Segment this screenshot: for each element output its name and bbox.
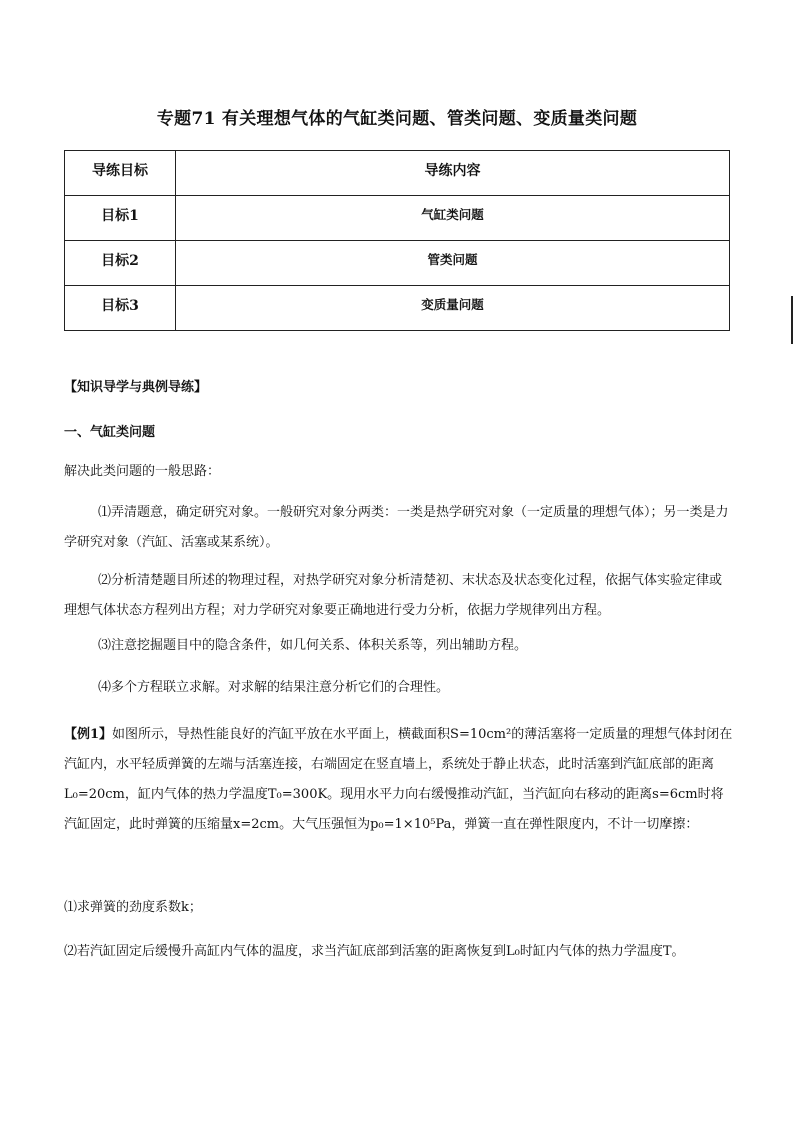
step-paragraph: ⑵分析清楚题目所述的物理过程，对热学研究对象分析清楚初、末状态及状态变化过程，依据气体实验定律或理想气体状态方程列出方程；对力学研究对象要正确地进行受力分析，依据力学规律列出方程。 [64,573,723,618]
table-header-cell: 导练目标 [65,151,176,196]
table-header-row [65,151,730,196]
table-cell-goal: 目标2 [65,241,176,286]
question-2: ⑵若汽缸固定后缓慢升高缸内气体的温度，求当汽缸底部到活塞的距离恢复到L₀时缸内气体的热力学温度T。 [64,944,685,959]
table-header-cell: 导练内容 [176,151,730,196]
goals-table [64,150,730,331]
table-cell-goal: 目标1 [65,196,176,241]
step-paragraph: ⑶注意挖掘题目中的隐含条件，如几何关系、体积关系等，列出辅助方程。 [98,638,528,653]
table-cell-content: 变质量问题 [176,286,730,331]
table-cell-content: 气缸类问题 [176,196,730,241]
table-row [65,286,730,331]
step-paragraph: ⑴弄清题意，确定研究对象。一般研究对象分两类：一类是热学研究对象（一定质量的理想气体）；另一类是力学研究对象（汽缸、活塞或某系统）。 [64,505,729,550]
example-paragraph [64,720,734,840]
page-title: 专题71 有关理想气体的气缸类问题、管类问题、变质量类问题 [156,109,638,129]
example-label: 【例1】 [64,727,113,742]
question-1: ⑴求弹簧的劲度系数k； [64,900,202,915]
table-row [65,196,730,241]
section-heading: 【知识导学与典例导练】 [64,380,208,395]
margin-bar [791,296,793,344]
table-cell-content: 管类问题 [176,241,730,286]
example-text: 如图所示，导热性能良好的汽缸平放在水平面上，横截面积S=10cm²的薄活塞将一定质量的理想气体封闭在汽缸内，水平轻质弹簧的左端与活塞连接，右端固定在竖直墙上，系统处于静止状态，此时活塞到汽缸底部的距离L₀=20cm，缸内气体的热力学温度T₀=300K。现用水平力向右缓慢推动汽缸，当汽缸向右移动的距离s=6cm时将汽缸固定，此时弹簧的压缩量x=2cm。大气压强恒为p₀=1×10⁵Pa，弹簧一直在弹性限度内，不计一切摩擦： [64,727,733,832]
intro-text: 解决此类问题的一般思路： [64,464,221,479]
step-paragraph: ⑷多个方程联立求解。对求解的结果注意分析它们的合理性。 [98,680,450,695]
table-row [65,241,730,286]
subsection-heading: 一、气缸类问题 [64,425,156,440]
table-cell-goal: 目标3 [65,286,176,331]
